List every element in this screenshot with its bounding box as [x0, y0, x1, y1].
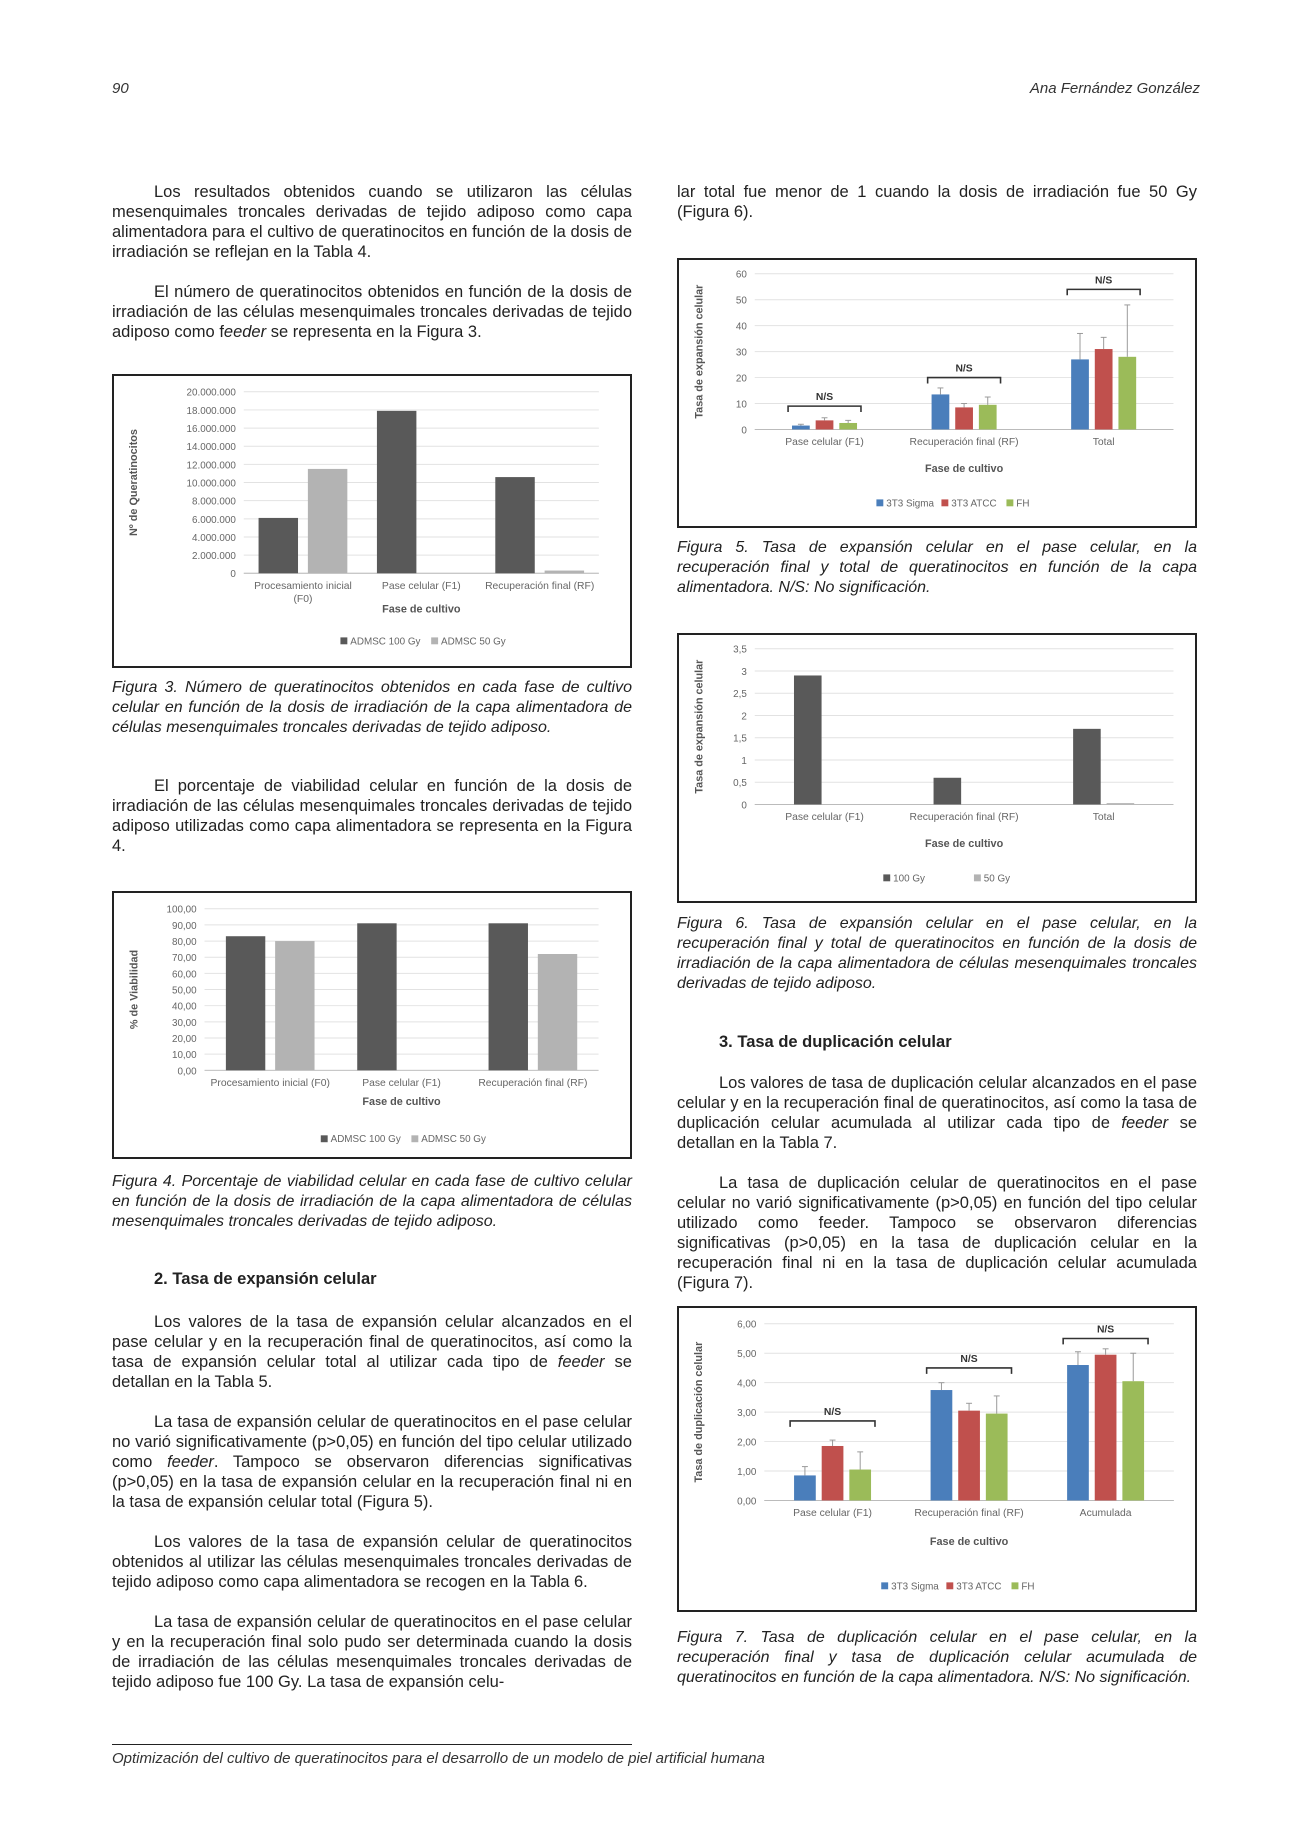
bar — [931, 1390, 953, 1500]
bar — [1095, 1355, 1117, 1501]
significance-bracket — [1063, 1339, 1148, 1345]
legend-swatch — [1006, 499, 1013, 506]
legend-swatch — [876, 499, 883, 506]
x-tick-label: Procesamiento inicial (F0) — [210, 1078, 330, 1090]
y-tick-label: 14.000.000 — [186, 442, 236, 454]
bar — [849, 1470, 871, 1501]
y-tick-label: 0 — [230, 569, 236, 581]
footer-rule — [112, 1744, 632, 1745]
y-tick-label: 60,00 — [171, 969, 197, 981]
legend-label: ADMSC 50 Gy — [441, 636, 506, 648]
bar — [259, 518, 298, 573]
legend-swatch — [321, 1135, 328, 1142]
running-header-author: Ana Fernández González — [1029, 80, 1200, 97]
bar — [955, 407, 973, 429]
x-tick-label: Procesamiento inicial — [254, 581, 352, 593]
paragraph: Los valores de tasa de duplicación celular alcanzados en el pase celular y en la recuperación final de queratinocitos, así como la tasa de duplicación celular acumulada al utilizar cada tipo de feeder se detallan en la Tabla 7. — [677, 1074, 1198, 1152]
legend-label: ADMSC 50 Gy — [421, 1134, 486, 1146]
y-tick-label: 20,00 — [171, 1033, 197, 1045]
page-number: 90 — [112, 80, 129, 97]
paragraph: lar total fue menor de 1 cuando la dosis de irradiación fue 50 Gy (Figura 6). — [677, 183, 1197, 221]
y-tick-label: 100,00 — [166, 904, 197, 916]
y-tick-label: 6,00 — [737, 1319, 757, 1331]
bar — [357, 923, 396, 1070]
y-tick-label: 10.000.000 — [186, 478, 236, 490]
paragraph: La tasa de duplicación celular de queratinocitos en el pase celular no varió significativamente (p>0,05) en función del tipo celular utilizado como feeder. Tampoco se observaron diferencias significativas (p>0,05) en la tasa de duplicación celular en la recuperación final ni en la tasa de duplicación celular acumulada (Figura 7). — [677, 1174, 1197, 1292]
y-tick-label: 3 — [741, 666, 747, 678]
figure-4-caption: Figura 4. Porcentaje de viabilidad celular en cada fase de cultivo celular en función de la dosis de irradiación de la capa alimentadora de células mesenquimales troncales derivadas de tejido adiposo. — [112, 1173, 632, 1230]
y-tick-label: 2,5 — [733, 689, 747, 701]
figure-5-chart — [677, 258, 1197, 528]
x-tick-label: Recuperación final (RF) — [909, 437, 1019, 449]
y-tick-label: 4,00 — [737, 1378, 757, 1390]
y-tick-label: 1 — [741, 755, 747, 767]
legend-swatch — [946, 1582, 953, 1589]
bar — [275, 941, 314, 1070]
legend-label: 50 Gy — [983, 873, 1011, 885]
y-axis-label: Nº de Queratinocitos — [128, 429, 141, 537]
bar — [1095, 349, 1113, 429]
y-tick-label: 2 — [741, 711, 747, 723]
x-tick-label: Recuperación final (RF) — [485, 581, 595, 593]
bar — [839, 423, 857, 429]
bar — [1107, 803, 1135, 804]
y-tick-label: 2,00 — [737, 1437, 757, 1449]
y-tick-label: 8.000.000 — [192, 496, 236, 508]
legend-swatch — [1012, 1582, 1019, 1589]
y-tick-label: 0,00 — [737, 1496, 757, 1508]
legend-label: 3T3 ATCC — [951, 498, 997, 510]
legend-swatch — [340, 637, 347, 644]
paragraph: La tasa de expansión celular de queratinocitos en el pase celular y en la recuperación final solo pudo ser determinada cuando la dosis de irradiación de las células mesenquimales troncales derivadas de tejido adiposo fue 100 Gy. La tasa de expansión celu- — [112, 1613, 632, 1691]
legend-label: FH — [1021, 1581, 1035, 1593]
x-tick-label: Pase celular (F1) — [362, 1078, 441, 1090]
significance-label: N/S — [955, 363, 973, 375]
significance-label: N/S — [823, 1407, 842, 1419]
bar — [495, 477, 534, 573]
left-column — [112, 182, 632, 342]
y-tick-label: 1,00 — [737, 1466, 757, 1478]
significance-label: N/S — [960, 1354, 978, 1366]
x-tick-label: Recuperación final (RF) — [914, 1508, 1024, 1520]
x-axis-label: Fase de cultivo — [382, 603, 461, 616]
paragraph: La tasa de expansión celular de queratinocitos en el pase celular no varió significativamente (p>0,05) en función del tipo celular utilizado como feeder. Tampoco se observaron diferencias significativas (p>0,05) en la tasa de expansión celular en la recuperación final ni en la tasa de expansión celular total (Figura 5). — [112, 1413, 633, 1511]
x-tick-label: Total — [1092, 812, 1115, 824]
bar — [934, 778, 962, 805]
x-axis-label: Fase de cultivo — [924, 462, 1004, 475]
y-tick-label: 12.000.000 — [186, 460, 236, 472]
legend-label: FH — [1016, 498, 1030, 510]
y-tick-label: 6.000.000 — [192, 514, 236, 526]
y-tick-label: 5,00 — [737, 1349, 757, 1361]
y-tick-label: 50,00 — [171, 985, 197, 997]
y-tick-label: 10 — [735, 399, 747, 411]
x-tick-label: Pase celular (F1) — [381, 581, 461, 593]
legend-swatch — [411, 1135, 418, 1142]
y-tick-label: 20.000.000 — [186, 387, 236, 399]
legend-label: 100 Gy — [893, 873, 925, 885]
paragraph: Los valores de la tasa de expansión celular de queratinocitos obtenidos al utilizar las células mesenquimales troncales derivadas de tejido adiposo como capa alimentadora se recogen en la Tabla 6. — [112, 1533, 632, 1591]
x-tick-label: Recuperación final (RF) — [909, 812, 1019, 824]
significance-bracket — [788, 406, 861, 412]
figure-6-chart — [677, 633, 1197, 903]
x-tick-label: Total — [1092, 437, 1115, 449]
significance-label: N/S — [1096, 1324, 1115, 1336]
bar — [308, 469, 347, 573]
y-axis-label: % de Viabilidad — [128, 949, 141, 1030]
y-tick-label: 40 — [735, 321, 747, 333]
significance-bracket — [790, 1421, 875, 1427]
legend-swatch — [883, 874, 890, 881]
y-tick-label: 40,00 — [171, 1001, 197, 1013]
bar — [545, 571, 584, 574]
bar — [377, 411, 416, 573]
section-heading: 2. Tasa de expansión celular — [154, 1270, 377, 1288]
bar — [816, 420, 834, 429]
bar — [958, 1411, 980, 1501]
bar — [979, 405, 997, 430]
bar — [986, 1414, 1008, 1501]
legend-label: 3T3 ATCC — [956, 1581, 1002, 1593]
paragraph: El porcentaje de viabilidad celular en función de la dosis de irradiación de las células mesenquimales troncales derivadas de tejido adiposo utilizadas como capa alimentadora se representa en la Figura 4. — [112, 777, 632, 855]
y-tick-label: 50 — [735, 295, 747, 307]
x-tick-label: (F0) — [293, 593, 313, 605]
y-tick-label: 3,00 — [737, 1408, 757, 1420]
bar — [1067, 1365, 1089, 1500]
y-axis-label: Tasa de expansión celular — [693, 284, 706, 419]
figure-3-caption: Figura 3. Número de queratinocitos obtenidos en cada fase de cultivo celular en función de la dosis de irradiación de la capa alimentadora de células mesenquimales troncales derivadas de tejido adiposo. — [112, 679, 632, 736]
y-tick-label: 0 — [741, 425, 747, 437]
y-tick-label: 0,5 — [733, 778, 747, 790]
bar — [932, 394, 950, 429]
bar — [226, 936, 265, 1070]
x-axis-label: Fase de cultivo — [929, 1535, 1009, 1548]
y-axis-label: Tasa de duplicación celular — [693, 1341, 706, 1483]
legend-label: 3T3 Sigma — [886, 498, 934, 510]
bar — [794, 1475, 816, 1500]
legend-swatch — [941, 499, 948, 506]
bar — [538, 954, 577, 1070]
significance-label: N/S — [1095, 275, 1113, 287]
y-tick-label: 0 — [741, 800, 747, 812]
left-column-bottom — [112, 1312, 632, 1692]
paragraph: El número de queratinocitos obtenidos en función de la dosis de irradiación de las células mesenquimales troncales derivadas de tejido adiposo como feeder se representa en la Figura 3. — [112, 283, 632, 341]
y-tick-label: 16.000.000 — [186, 424, 236, 436]
y-tick-label: 10,00 — [171, 1050, 197, 1062]
bar — [822, 1446, 844, 1500]
x-axis-label: Fase de cultivo — [362, 1095, 441, 1108]
bar — [794, 675, 822, 804]
legend-label: ADMSC 100 Gy — [330, 1134, 401, 1146]
y-axis-label: Tasa de expansión celular — [693, 659, 706, 794]
legend-swatch — [431, 637, 438, 644]
y-tick-label: 3,5 — [733, 644, 747, 656]
significance-bracket — [1067, 289, 1140, 295]
y-tick-label: 80,00 — [171, 937, 197, 949]
legend-label: ADMSC 100 Gy — [350, 636, 421, 648]
x-tick-label: Acumulada — [1079, 1508, 1132, 1520]
bar — [1073, 729, 1101, 805]
legend-swatch — [881, 1582, 888, 1589]
y-tick-label: 30 — [735, 347, 747, 359]
bar — [1071, 359, 1089, 429]
y-tick-label: 1,5 — [733, 733, 747, 745]
figure-7-chart — [677, 1306, 1197, 1612]
figure-6-caption: Figura 6. Tasa de expansión celular en el pase celular, en la recuperación final y total de queratinocitos en función de la dosis de irradiación de la capa alimentadora de células mesenquimales troncales derivadas de tejido adiposo. — [677, 915, 1197, 992]
x-tick-label: Pase celular (F1) — [785, 812, 864, 824]
y-tick-label: 2.000.000 — [192, 551, 236, 563]
y-tick-label: 0,00 — [177, 1066, 197, 1078]
bar — [1122, 1381, 1144, 1500]
significance-bracket — [928, 378, 1001, 384]
x-axis-label: Fase de cultivo — [924, 837, 1004, 850]
section-heading: 3. Tasa de duplicación celular — [719, 1033, 952, 1051]
paragraph: Los valores de la tasa de expansión celular alcanzados en el pase celular y en la recuperación final de queratinocitos, así como la tasa de expansión celular total al utilizar cada tipo de feeder se detallan en la Tabla 5. — [112, 1313, 632, 1391]
figure-5-caption: Figura 5. Tasa de expansión celular en el pase celular, en la recuperación final y total de queratinocitos en función de la capa alimentadora. N/S: No significación. — [677, 539, 1197, 596]
figure-4-chart — [112, 891, 632, 1159]
bar — [489, 923, 528, 1070]
x-tick-label: Recuperación final (RF) — [478, 1078, 588, 1090]
y-tick-label: 90,00 — [171, 920, 197, 932]
paragraph: Los resultados obtenidos cuando se utilizaron las células mesenquimales troncales derivadas de tejido adiposo como capa alimentadora para el cultivo de queratinocitos en función de la dosis de irradiación se reflejan en la Tabla 4. — [112, 183, 632, 261]
legend-label: 3T3 Sigma — [891, 1581, 939, 1593]
bar — [792, 426, 810, 430]
figure-7-caption: Figura 7. Tasa de duplicación celular en el pase celular, en la recuperación final y tasa de duplicación celular acumulada de queratinocitos en función de la capa alimentadora. N/S: No significación. — [677, 1629, 1197, 1686]
y-tick-label: 30,00 — [171, 1017, 197, 1029]
x-tick-label: Pase celular (F1) — [793, 1508, 872, 1520]
figure-3-chart — [112, 374, 632, 668]
y-tick-label: 4.000.000 — [192, 532, 236, 544]
bar — [1118, 357, 1136, 430]
y-tick-label: 18.000.000 — [186, 405, 236, 417]
y-tick-label: 70,00 — [171, 953, 197, 965]
footer-title: Optimización del cultivo de queratinocitos para el desarrollo de un modelo de piel artificial humana — [112, 1750, 765, 1767]
significance-bracket — [927, 1368, 1012, 1374]
right-column-bottom — [677, 1073, 1197, 1293]
y-tick-label: 60 — [735, 269, 747, 281]
y-tick-label: 20 — [735, 373, 747, 385]
significance-label: N/S — [815, 392, 834, 404]
x-tick-label: Pase celular (F1) — [785, 437, 864, 449]
legend-swatch — [974, 874, 981, 881]
